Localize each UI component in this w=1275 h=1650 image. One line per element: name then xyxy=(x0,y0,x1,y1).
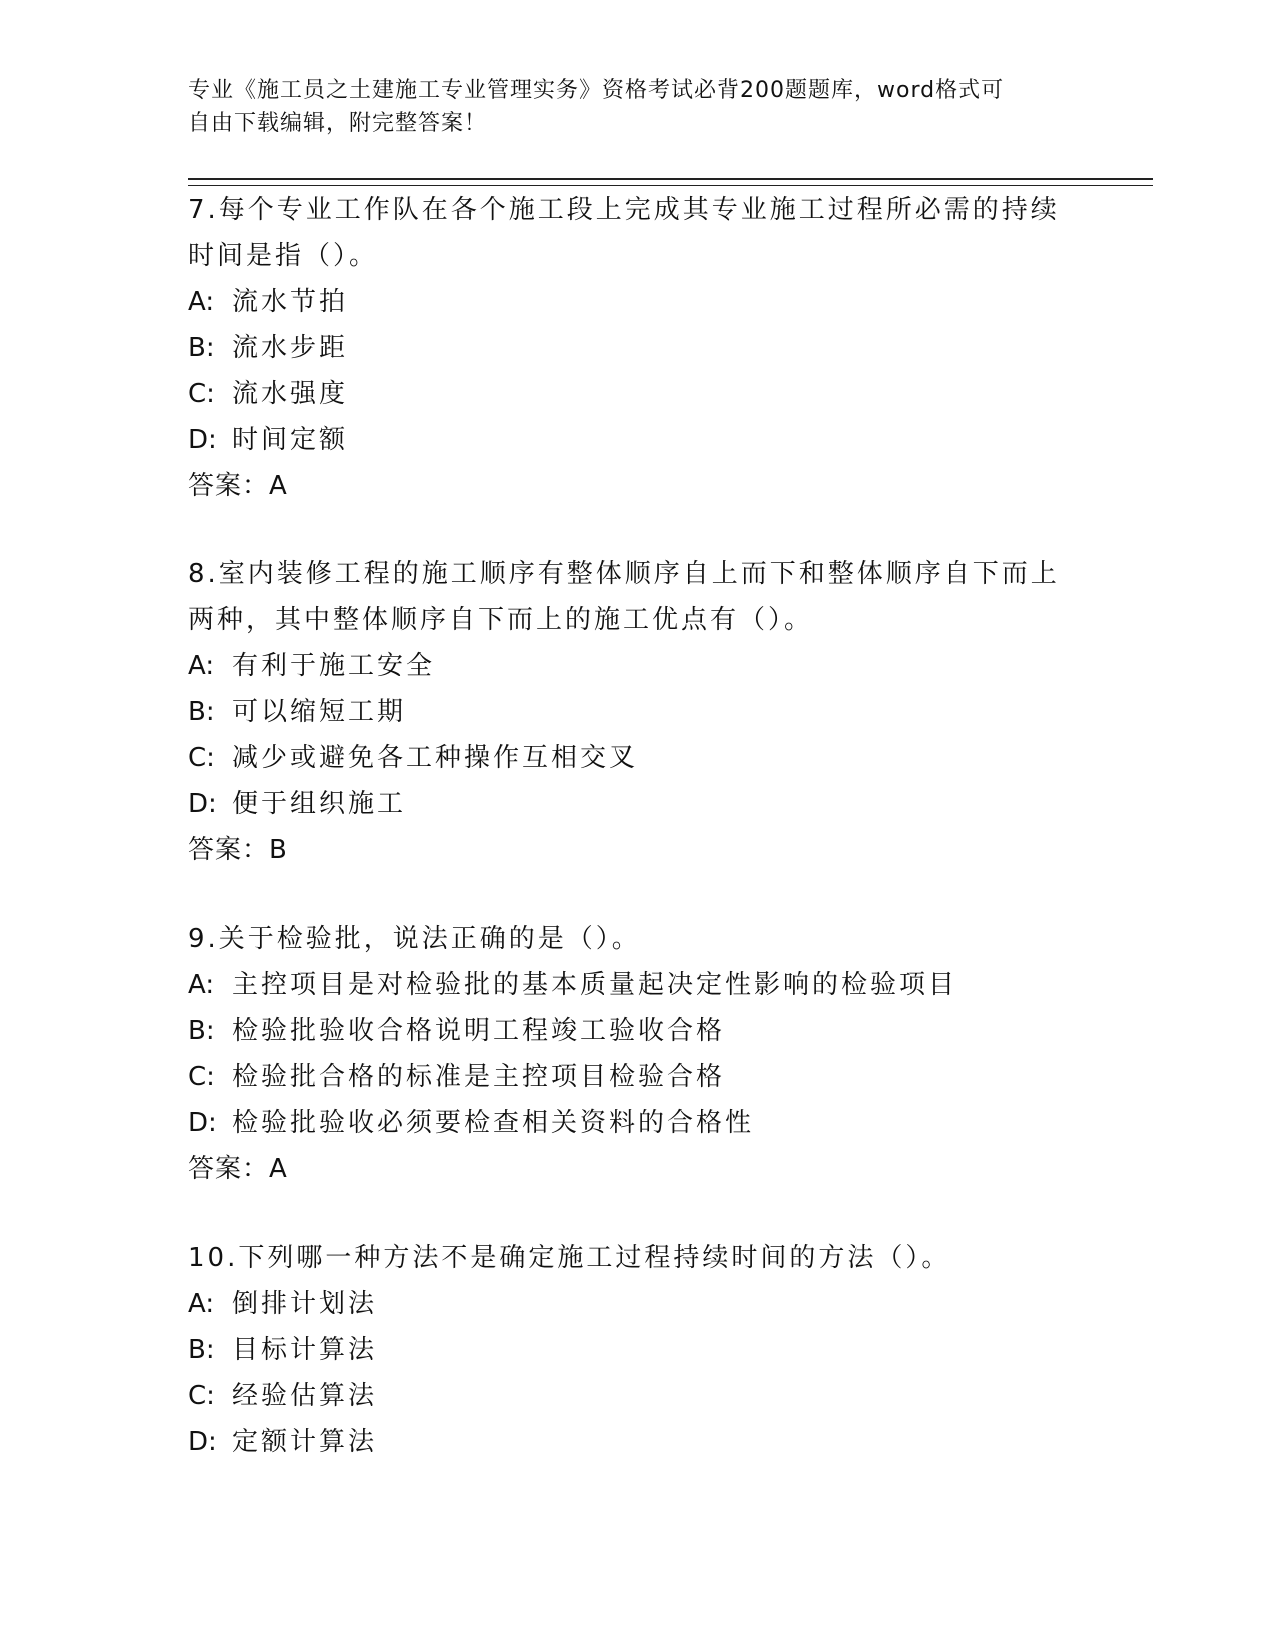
option-text: 可以缩短工期 xyxy=(232,697,407,727)
question-stem-line-1: 8.室内装修工程的施工顺序有整体顺序自上而下和整体顺序自下而上 xyxy=(188,559,1060,589)
option-key: B: xyxy=(188,1016,215,1046)
option-text: 主控项目是对检验批的基本质量起决定性影响的检验项目 xyxy=(232,970,958,1000)
option-key: A: xyxy=(188,287,215,317)
option-key: C: xyxy=(188,379,215,409)
option-c xyxy=(188,1373,1088,1419)
option-text: 时间定额 xyxy=(232,425,349,455)
option-text: 经验估算法 xyxy=(232,1381,378,1411)
question-10 xyxy=(188,1235,1088,1465)
option-text: 目标计算法 xyxy=(232,1335,378,1365)
option-text: 检验批验收合格说明工程竣工验收合格 xyxy=(232,1016,726,1046)
option-text: 便于组织施工 xyxy=(232,789,407,819)
option-b xyxy=(188,325,1088,371)
question-stem-line-1: 7.每个专业工作队在各个施工段上完成其专业施工过程所必需的持续 xyxy=(188,195,1060,225)
option-d xyxy=(188,781,1088,827)
option-key: A: xyxy=(188,970,215,1000)
question-stem-line-1: 10.下列哪一种方法不是确定施工过程持续时间的方法（）。 xyxy=(188,1243,951,1273)
option-d xyxy=(188,417,1088,463)
option-d xyxy=(188,1100,1088,1146)
document-header xyxy=(188,74,1068,140)
option-c xyxy=(188,371,1088,417)
question-stem-line-2: 时间是指（）。 xyxy=(188,241,379,271)
option-a xyxy=(188,1281,1088,1327)
option-key: A: xyxy=(188,1289,215,1319)
option-key: D: xyxy=(188,425,217,455)
header-divider xyxy=(188,178,1153,186)
option-key: B: xyxy=(188,697,215,727)
option-b xyxy=(188,689,1088,735)
question-9 xyxy=(188,916,1088,1192)
option-key: B: xyxy=(188,1335,215,1365)
option-text: 检验批验收必须要检查相关资料的合格性 xyxy=(232,1108,755,1138)
option-b xyxy=(188,1008,1088,1054)
header-line-2: 自由下载编辑，附完整答案！ xyxy=(188,111,488,136)
option-a xyxy=(188,962,1088,1008)
question-stem-line-2: 两种，其中整体顺序自下而上的施工优点有（）。 xyxy=(188,605,814,635)
option-key: C: xyxy=(188,743,215,773)
option-text: 检验批合格的标准是主控项目检验合格 xyxy=(232,1062,726,1092)
option-text: 流水节拍 xyxy=(232,287,349,317)
option-key: D: xyxy=(188,1427,217,1457)
option-key: A: xyxy=(188,651,215,681)
option-d xyxy=(188,1419,1088,1465)
option-text: 流水步距 xyxy=(232,333,349,363)
option-text: 定额计算法 xyxy=(232,1427,378,1457)
answer: 答案：B xyxy=(188,835,288,865)
option-text: 减少或避免各工种操作互相交叉 xyxy=(232,743,639,773)
option-c xyxy=(188,1054,1088,1100)
option-key: C: xyxy=(188,1062,215,1092)
option-text: 流水强度 xyxy=(232,379,349,409)
option-b xyxy=(188,1327,1088,1373)
question-stem-line-1: 9.关于检验批，说法正确的是（）。 xyxy=(188,924,641,954)
option-key: B: xyxy=(188,333,215,363)
option-text: 倒排计划法 xyxy=(232,1289,378,1319)
option-c xyxy=(188,735,1088,781)
option-key: D: xyxy=(188,1108,217,1138)
option-key: D: xyxy=(188,789,217,819)
header-line-1: 专业《施工员之土建施工专业管理实务》资格考试必背200题题库，word格式可 xyxy=(188,78,1005,103)
option-a xyxy=(188,279,1088,325)
question-7 xyxy=(188,187,1088,509)
option-key: C: xyxy=(188,1381,215,1411)
answer: 答案：A xyxy=(188,471,288,501)
answer: 答案：A xyxy=(188,1154,288,1184)
question-8 xyxy=(188,551,1088,873)
option-text: 有利于施工安全 xyxy=(232,651,436,681)
option-a xyxy=(188,643,1088,689)
